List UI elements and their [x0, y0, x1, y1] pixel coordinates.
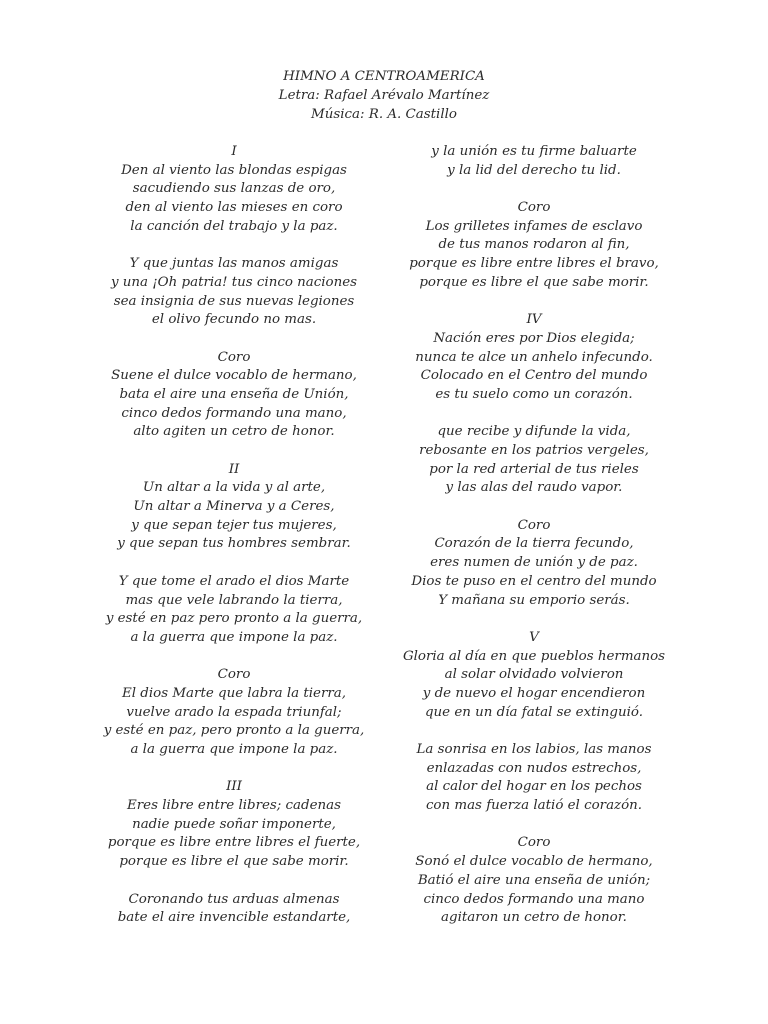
poem-line: y una ¡Oh patria! tus cinco naciones — [110, 274, 358, 290]
poem-line: Un altar a la vida y al arte, — [142, 480, 326, 496]
poem-line: Los grilletes infames de esclavo — [425, 218, 643, 234]
poem-line: Eres libre entre libres; cadenas — [126, 798, 342, 814]
stanza-gap — [394, 816, 674, 835]
poem-line: Corazón de la tierra fecundo, — [434, 536, 634, 552]
poem-line: a la guerra que impone la paz. — [130, 629, 338, 645]
poem-line: Coro — [217, 349, 251, 365]
poem-line: Coro — [217, 667, 251, 683]
stanza-gap — [394, 498, 674, 517]
poem-line: bata el aire una enseña de Unión, — [119, 386, 349, 402]
lyrics-credit: Letra: Rafael Arévalo Martínez — [278, 87, 490, 103]
poem-line: II — [228, 461, 240, 477]
poem-line: sea insignia de sus nuevas legiones — [113, 293, 355, 309]
stanza-gap — [94, 236, 374, 255]
poem-line: Den al viento las blondas espigas — [121, 162, 347, 178]
poem-line: de tus manos rodaron al fin, — [438, 237, 630, 253]
poem-line: por la red arterial de tus rieles — [429, 461, 639, 477]
poem-line: den al viento las mieses en coro — [125, 200, 343, 216]
poem-line: y esté en paz, pero pronto a la guerra, — [103, 723, 365, 739]
poem-line: porque es libre el que sabe morir. — [119, 854, 349, 870]
stanza-gap — [94, 442, 374, 461]
poem-line: El dios Marte que labra la tierra, — [121, 685, 347, 701]
poem-line: IV — [526, 312, 542, 328]
poem-line: porque es libre entre libres el fuerte, — [107, 835, 361, 851]
poem-line: el olivo fecundo no mas. — [151, 312, 317, 328]
poem-line: y de nuevo el hogar encendieron — [422, 685, 646, 701]
poem-line: bate el aire invencible estandarte, — [117, 910, 351, 926]
document-header — [0, 68, 768, 124]
poem-line: al calor del hogar en los pechos — [426, 779, 642, 795]
poem-line: nunca te alce un anhelo infecundo. — [415, 349, 653, 365]
poem-line: y esté en paz pero pronto a la guerra, — [105, 611, 363, 627]
poem-line: y la lid del derecho tu lid. — [447, 162, 621, 178]
poem-line: porque es libre el que sabe morir. — [419, 274, 649, 290]
poem-line: nadie puede soñar imponerte, — [132, 816, 336, 832]
poem-line: que recibe y difunde la vida, — [437, 424, 631, 440]
poem-line: y que sepan tus hombres sembrar. — [117, 536, 351, 552]
poem-line: agitaron un cetro de honor. — [441, 910, 627, 926]
poem-line: porque es libre entre libres el bravo, — [409, 256, 659, 272]
poem-line: Coro — [517, 200, 551, 216]
poem-line: y la unión es tu firme baluarte — [431, 144, 637, 159]
poem-line: Colocado en el Centro del mundo — [420, 368, 648, 384]
poem-line: alto agiten un cetro de honor. — [133, 424, 335, 440]
poem-line: al solar olvidado volvieron — [444, 667, 624, 683]
poem-line: que en un día fatal se extinguió. — [424, 704, 643, 720]
stanza-gap — [394, 293, 674, 312]
poem-line: Un altar a Minerva y a Ceres, — [133, 499, 335, 515]
poem-line: Coro — [517, 835, 551, 851]
music-credit: Música: R. A. Castillo — [311, 106, 457, 122]
stanza-gap — [94, 330, 374, 349]
poem-line: y las alas del raudo vapor. — [445, 480, 623, 496]
poem-line: rebosante en los patrios vergeles, — [419, 443, 649, 458]
poem-line: III — [226, 779, 242, 795]
poem-line: Coronando tus arduas almenas — [128, 891, 340, 907]
poem-line: Y mañana su emporio serás. — [438, 592, 630, 608]
stanza-gap — [394, 180, 674, 199]
poem-line: cinco dedos formando una mano, — [121, 405, 347, 421]
poem-line: mas que vele labrando la tierra, — [125, 592, 343, 608]
hymn-title: HIMNO A CENTROAMERICA — [283, 69, 485, 84]
poem-line: Nación eres por Dios elegida; — [433, 330, 635, 346]
stanza-gap — [94, 554, 374, 573]
poem-line: La sonrisa en los labios, las manos — [416, 742, 652, 757]
left-column — [94, 143, 374, 928]
poem-line: Y que juntas las manos amigas — [129, 256, 339, 272]
poem-line: Gloria al día en que pueblos hermanos — [402, 648, 666, 664]
poem-line: la canción del trabajo y la paz. — [130, 218, 338, 234]
poem-line: V — [529, 629, 539, 645]
stanza-gap — [394, 610, 674, 629]
poem-line: es tu suelo como un corazón. — [435, 386, 633, 402]
poem-line: a la guerra que impone la paz. — [130, 742, 338, 757]
poem-line: Batió el aire una enseña de unión; — [417, 872, 651, 888]
poem-line: vuelve arado la espada triunfal; — [126, 704, 342, 720]
poem-line: Sonó el dulce vocablo de hermano, — [415, 854, 653, 870]
poem-line: y que sepan tejer tus mujeres, — [131, 517, 337, 533]
stanza-gap — [94, 872, 374, 891]
poem-line: Coro — [517, 517, 551, 533]
stanza-gap — [94, 648, 374, 667]
poem-line: I — [231, 144, 237, 159]
poem-line: cinco dedos formando una mano — [423, 891, 645, 907]
stanza-gap — [394, 405, 674, 424]
stanza-gap — [94, 760, 374, 779]
poem-line: Dios te puso en el centro del mundo — [411, 573, 657, 589]
poem-line: Y que tome el arado el dios Marte — [118, 573, 350, 589]
poem-line: Suene el dulce vocablo de hermano, — [111, 368, 357, 384]
poem-line: sacudiendo sus lanzas de oro, — [132, 181, 336, 197]
poem-line: enlazadas con nudos estrechos, — [426, 760, 642, 776]
poem-line: con mas fuerza latió el corazón. — [425, 798, 643, 814]
right-column — [394, 143, 674, 928]
stanza-gap — [394, 722, 674, 741]
poem-line: eres numen de unión y de paz. — [430, 555, 638, 571]
